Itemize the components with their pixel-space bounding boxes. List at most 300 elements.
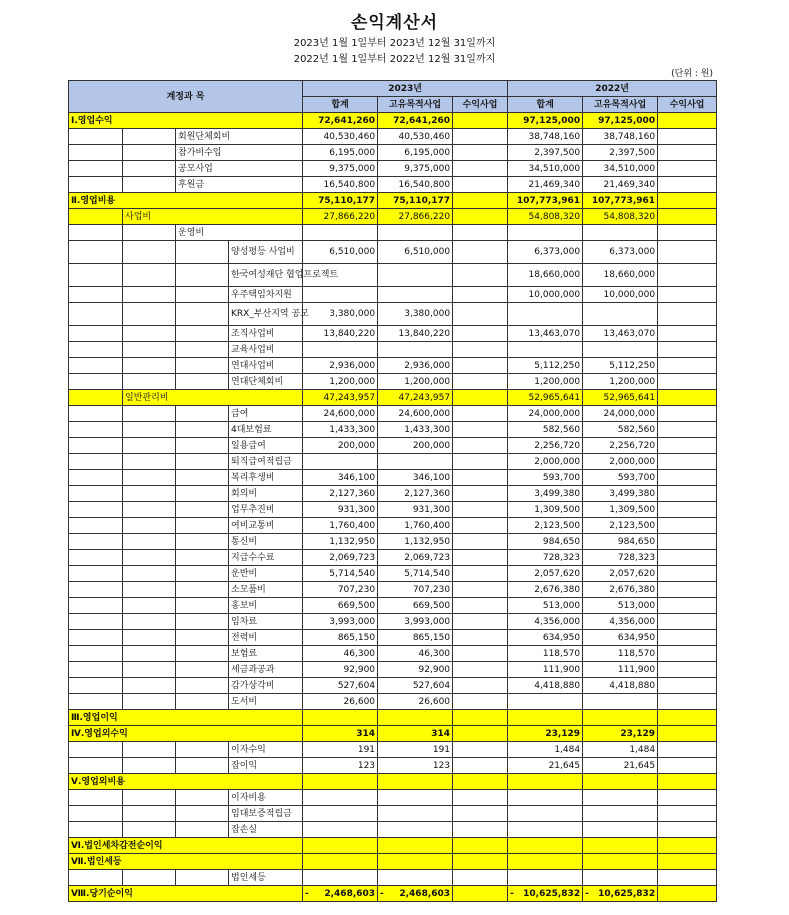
amount-cell: 865,150 xyxy=(378,630,453,646)
amount-cell xyxy=(658,374,717,390)
amount-cell: 40,530,460 xyxy=(303,129,378,145)
table-row xyxy=(69,358,717,374)
account-label: 공모사업 xyxy=(176,161,303,177)
amount-cell xyxy=(658,161,717,177)
ledger-body xyxy=(69,113,717,902)
account-label: 홍보비 xyxy=(229,598,303,614)
amount-cell xyxy=(583,303,658,326)
amount-cell xyxy=(658,209,717,225)
amount-cell xyxy=(453,287,508,303)
indent-cell xyxy=(123,177,176,193)
indent-cell xyxy=(176,582,229,598)
amount-cell: 18,660,000 xyxy=(508,264,583,287)
amount-cell: 21,645 xyxy=(508,758,583,774)
amount-cell xyxy=(453,113,508,129)
amount-cell xyxy=(453,502,508,518)
indent-cell xyxy=(176,438,229,454)
indent-cell xyxy=(123,598,176,614)
amount-cell xyxy=(508,806,583,822)
amount-cell: 1,484 xyxy=(508,742,583,758)
amount-cell: 2,127,360 xyxy=(303,486,378,502)
account-label: 퇴직급여적립금 xyxy=(229,454,303,470)
period-prior: 2022년 1월 1일부터 2022년 12월 31일까지 xyxy=(293,54,496,65)
amount-cell xyxy=(658,598,717,614)
table-row xyxy=(69,662,717,678)
amount-cell xyxy=(453,550,508,566)
account-label: Ⅱ.영업비용 xyxy=(69,193,303,209)
amount-cell: 346,100 xyxy=(378,470,453,486)
amount-cell xyxy=(303,822,378,838)
amount-cell xyxy=(658,534,717,550)
indent-cell xyxy=(176,662,229,678)
amount-cell: 6,373,000 xyxy=(583,241,658,264)
amount-cell: 931,300 xyxy=(378,502,453,518)
amount-cell xyxy=(303,854,378,870)
amount-cell: 513,000 xyxy=(583,598,658,614)
indent-cell xyxy=(69,502,123,518)
header-year-prior: 2022년 xyxy=(508,81,717,97)
indent-cell xyxy=(123,806,176,822)
amount-cell-negative xyxy=(303,886,378,902)
amount-cell xyxy=(303,790,378,806)
amount-cell xyxy=(658,193,717,209)
indent-cell xyxy=(176,241,229,264)
account-label: 참가비수입 xyxy=(176,145,303,161)
indent-cell xyxy=(69,406,123,422)
amount-cell: 72,641,260 xyxy=(303,113,378,129)
table-row xyxy=(69,287,717,303)
indent-cell xyxy=(123,534,176,550)
table-row xyxy=(69,241,717,264)
amount-cell xyxy=(508,854,583,870)
amount-cell: 2,000,000 xyxy=(583,454,658,470)
amount-cell: 3,993,000 xyxy=(303,614,378,630)
table-row xyxy=(69,854,717,870)
indent-cell xyxy=(69,287,123,303)
amount-cell xyxy=(453,806,508,822)
amount-cell xyxy=(658,726,717,742)
indent-cell xyxy=(176,678,229,694)
indent-cell xyxy=(123,129,176,145)
account-label: 사업비 xyxy=(123,209,303,225)
indent-cell xyxy=(69,454,123,470)
amount-cell xyxy=(303,225,378,241)
amount-cell xyxy=(303,710,378,726)
indent-cell xyxy=(123,326,176,342)
indent-cell xyxy=(123,790,176,806)
amount-cell: 2,127,360 xyxy=(378,486,453,502)
account-label: 소모품비 xyxy=(229,582,303,598)
amount-cell: 865,150 xyxy=(303,630,378,646)
amount-cell xyxy=(658,582,717,598)
indent-cell xyxy=(69,145,123,161)
account-label: 일반관리비 xyxy=(123,390,303,406)
table-row xyxy=(69,454,717,470)
amount-cell: 200,000 xyxy=(378,438,453,454)
table-row xyxy=(69,534,717,550)
amount-cell xyxy=(658,225,717,241)
amount-cell xyxy=(583,822,658,838)
account-label: 조직사업비 xyxy=(229,326,303,342)
amount-cell-negative xyxy=(508,886,583,902)
table-row xyxy=(69,225,717,241)
amount-cell: 9,375,000 xyxy=(378,161,453,177)
header-total-current: 합계 xyxy=(303,97,378,113)
amount-cell: 97,125,000 xyxy=(508,113,583,129)
indent-cell xyxy=(123,502,176,518)
amount-cell: 1,200,000 xyxy=(508,374,583,390)
table-row xyxy=(69,614,717,630)
amount-cell xyxy=(453,726,508,742)
amount-cell xyxy=(453,486,508,502)
amount-cell: 1,484 xyxy=(583,742,658,758)
account-label: 통신비 xyxy=(229,534,303,550)
amount-cell xyxy=(583,790,658,806)
indent-cell xyxy=(69,566,123,582)
table-row xyxy=(69,870,717,886)
amount-cell: 38,748,160 xyxy=(508,129,583,145)
indent-cell xyxy=(123,758,176,774)
amount-cell: 4,356,000 xyxy=(508,614,583,630)
amount-cell: 52,965,641 xyxy=(583,390,658,406)
indent-cell xyxy=(69,374,123,390)
amount-cell: 10,000,000 xyxy=(583,287,658,303)
amount-cell: 97,125,000 xyxy=(583,113,658,129)
amount-cell: 582,560 xyxy=(508,422,583,438)
amount-value: 10,625,832 xyxy=(523,888,581,899)
amount-cell: 4,418,880 xyxy=(508,678,583,694)
amount-cell: 10,000,000 xyxy=(508,287,583,303)
header-purpose-prior: 고유목적사업 xyxy=(583,97,658,113)
indent-cell xyxy=(69,177,123,193)
amount-cell: 3,380,000 xyxy=(378,303,453,326)
account-label: KRX_부산지역 공모 xyxy=(229,303,303,326)
amount-cell xyxy=(658,241,717,264)
indent-cell xyxy=(69,390,123,406)
amount-cell: 24,000,000 xyxy=(583,406,658,422)
amount-cell xyxy=(508,838,583,854)
amount-cell xyxy=(508,342,583,358)
amount-cell xyxy=(453,630,508,646)
amount-cell xyxy=(303,454,378,470)
account-label: 잡손실 xyxy=(229,822,303,838)
indent-cell xyxy=(123,241,176,264)
amount-cell xyxy=(583,694,658,710)
indent-cell xyxy=(69,518,123,534)
amount-cell: 1,132,950 xyxy=(378,534,453,550)
amount-cell xyxy=(453,193,508,209)
amount-cell xyxy=(453,518,508,534)
table-row xyxy=(69,774,717,790)
unit-label: (단위 : 원) xyxy=(671,69,713,79)
account-label: 후원금 xyxy=(176,177,303,193)
amount-cell xyxy=(658,113,717,129)
table-row xyxy=(69,470,717,486)
table-row xyxy=(69,710,717,726)
amount-cell: 18,660,000 xyxy=(583,264,658,287)
header-year-current: 2023년 xyxy=(303,81,508,97)
indent-cell xyxy=(176,566,229,582)
indent-cell xyxy=(123,694,176,710)
indent-cell xyxy=(123,303,176,326)
indent-cell xyxy=(123,287,176,303)
account-label: 연대사업비 xyxy=(229,358,303,374)
amount-cell: 13,463,070 xyxy=(583,326,658,342)
table-row xyxy=(69,806,717,822)
amount-cell: 72,641,260 xyxy=(378,113,453,129)
account-label: 복리후생비 xyxy=(229,470,303,486)
amount-cell: 593,700 xyxy=(583,470,658,486)
amount-cell: 5,714,540 xyxy=(378,566,453,582)
amount-value: 2,468,603 xyxy=(324,888,376,899)
amount-cell: 931,300 xyxy=(303,502,378,518)
indent-cell xyxy=(176,630,229,646)
table-row xyxy=(69,678,717,694)
amount-cell xyxy=(378,790,453,806)
amount-cell xyxy=(583,870,658,886)
account-label: Ⅵ.법인세차감전순이익 xyxy=(69,838,303,854)
amount-cell xyxy=(378,710,453,726)
table-row xyxy=(69,518,717,534)
indent-cell xyxy=(176,598,229,614)
amount-cell xyxy=(658,303,717,326)
amount-cell xyxy=(378,854,453,870)
amount-cell xyxy=(453,342,508,358)
amount-cell: 107,773,961 xyxy=(583,193,658,209)
amount-cell xyxy=(453,598,508,614)
indent-cell xyxy=(69,342,123,358)
amount-cell xyxy=(658,438,717,454)
amount-cell: 38,748,160 xyxy=(583,129,658,145)
amount-cell: 3,993,000 xyxy=(378,614,453,630)
amount-cell-negative xyxy=(583,886,658,902)
header-profit-current: 수익사업 xyxy=(453,97,508,113)
amount-cell: 111,900 xyxy=(508,662,583,678)
amount-cell xyxy=(303,870,378,886)
amount-cell: 2,936,000 xyxy=(378,358,453,374)
amount-cell xyxy=(658,774,717,790)
indent-cell xyxy=(176,422,229,438)
amount-cell xyxy=(453,838,508,854)
amount-cell: 75,110,177 xyxy=(303,193,378,209)
indent-cell xyxy=(176,470,229,486)
amount-cell xyxy=(658,129,717,145)
amount-cell: 21,469,340 xyxy=(508,177,583,193)
amount-cell xyxy=(658,790,717,806)
amount-cell: 728,323 xyxy=(508,550,583,566)
amount-cell: 4,418,880 xyxy=(583,678,658,694)
indent-cell xyxy=(69,822,123,838)
amount-cell: 75,110,177 xyxy=(378,193,453,209)
indent-cell xyxy=(69,550,123,566)
indent-cell xyxy=(69,129,123,145)
amount-cell xyxy=(453,742,508,758)
amount-cell xyxy=(658,342,717,358)
table-row xyxy=(69,502,717,518)
amount-cell xyxy=(583,854,658,870)
amount-cell: 1,200,000 xyxy=(583,374,658,390)
amount-cell: 24,600,000 xyxy=(303,406,378,422)
indent-cell xyxy=(69,806,123,822)
amount-cell xyxy=(508,870,583,886)
amount-cell: 27,866,220 xyxy=(303,209,378,225)
account-label: 잡이익 xyxy=(229,758,303,774)
table-row xyxy=(69,193,717,209)
indent-cell xyxy=(123,582,176,598)
amount-cell: 92,900 xyxy=(378,662,453,678)
amount-cell xyxy=(508,774,583,790)
amount-cell: 118,570 xyxy=(508,646,583,662)
account-label: 회원단체회비 xyxy=(176,129,303,145)
amount-cell: 593,700 xyxy=(508,470,583,486)
amount-cell: 634,950 xyxy=(583,630,658,646)
indent-cell xyxy=(176,326,229,342)
amount-cell xyxy=(453,225,508,241)
indent-cell xyxy=(69,534,123,550)
amount-cell: 6,510,000 xyxy=(303,241,378,264)
amount-cell: 46,300 xyxy=(378,646,453,662)
amount-cell xyxy=(658,566,717,582)
account-label: Ⅴ.영업외비용 xyxy=(69,774,303,790)
amount-cell: 984,650 xyxy=(583,534,658,550)
amount-cell: 346,100 xyxy=(303,470,378,486)
amount-cell: 1,760,400 xyxy=(303,518,378,534)
minus-sign: - xyxy=(585,888,589,899)
amount-cell: 23,129 xyxy=(508,726,583,742)
indent-cell xyxy=(69,470,123,486)
amount-cell xyxy=(453,326,508,342)
amount-cell xyxy=(658,870,717,886)
account-label: 세금과공과 xyxy=(229,662,303,678)
amount-cell: 2,676,380 xyxy=(508,582,583,598)
indent-cell xyxy=(176,534,229,550)
account-label: 운영비 xyxy=(176,225,303,241)
amount-cell xyxy=(508,694,583,710)
amount-cell: 728,323 xyxy=(583,550,658,566)
amount-cell xyxy=(453,710,508,726)
indent-cell xyxy=(176,486,229,502)
table-row xyxy=(69,630,717,646)
amount-cell: 707,230 xyxy=(303,582,378,598)
amount-cell xyxy=(453,303,508,326)
amount-cell: 123 xyxy=(303,758,378,774)
account-label: 회의비 xyxy=(229,486,303,502)
account-label: 보험료 xyxy=(229,646,303,662)
amount-cell xyxy=(658,390,717,406)
amount-cell: 6,195,000 xyxy=(378,145,453,161)
amount-cell xyxy=(453,582,508,598)
indent-cell xyxy=(176,406,229,422)
amount-cell: 2,123,500 xyxy=(583,518,658,534)
amount-cell: 16,540,800 xyxy=(303,177,378,193)
amount-cell: 314 xyxy=(303,726,378,742)
account-label: Ⅲ.영업이익 xyxy=(69,710,303,726)
amount-cell: 54,808,320 xyxy=(508,209,583,225)
indent-cell xyxy=(176,646,229,662)
amount-cell: 21,645 xyxy=(583,758,658,774)
amount-cell xyxy=(303,774,378,790)
amount-cell: 634,950 xyxy=(508,630,583,646)
account-label: 이자수익 xyxy=(229,742,303,758)
amount-cell: 26,600 xyxy=(378,694,453,710)
amount-cell xyxy=(658,694,717,710)
amount-cell xyxy=(658,326,717,342)
amount-cell xyxy=(378,287,453,303)
indent-cell xyxy=(123,454,176,470)
indent-cell xyxy=(123,406,176,422)
indent-cell xyxy=(69,758,123,774)
indent-cell xyxy=(123,646,176,662)
indent-cell xyxy=(69,486,123,502)
indent-cell xyxy=(176,790,229,806)
amount-cell: 5,112,250 xyxy=(583,358,658,374)
indent-cell xyxy=(69,790,123,806)
account-label: 우주택임차지원 xyxy=(229,287,303,303)
indent-cell xyxy=(123,470,176,486)
indent-cell xyxy=(69,161,123,177)
amount-cell: 1,309,500 xyxy=(508,502,583,518)
account-label: 법인세등 xyxy=(229,870,303,886)
amount-cell xyxy=(378,264,453,287)
amount-cell: 527,604 xyxy=(303,678,378,694)
amount-cell xyxy=(583,225,658,241)
amount-cell: 40,530,460 xyxy=(378,129,453,145)
amount-cell: 47,243,957 xyxy=(303,390,378,406)
amount-cell: 2,000,000 xyxy=(508,454,583,470)
amount-cell xyxy=(508,225,583,241)
amount-cell xyxy=(658,854,717,870)
amount-cell xyxy=(378,342,453,358)
indent-cell xyxy=(69,630,123,646)
amount-cell: 4,356,000 xyxy=(583,614,658,630)
amount-cell xyxy=(453,374,508,390)
indent-cell xyxy=(176,806,229,822)
amount-cell xyxy=(453,358,508,374)
amount-cell: 24,600,000 xyxy=(378,406,453,422)
indent-cell xyxy=(176,758,229,774)
amount-cell: 3,499,380 xyxy=(583,486,658,502)
minus-sign: - xyxy=(305,888,309,899)
amount-cell xyxy=(508,710,583,726)
indent-cell xyxy=(69,598,123,614)
amount-cell xyxy=(508,303,583,326)
amount-cell xyxy=(658,518,717,534)
amount-cell: 314 xyxy=(378,726,453,742)
table-row xyxy=(69,406,717,422)
amount-cell xyxy=(378,225,453,241)
amount-cell xyxy=(303,342,378,358)
amount-cell xyxy=(658,758,717,774)
indent-cell xyxy=(176,550,229,566)
amount-cell xyxy=(658,422,717,438)
amount-cell xyxy=(453,129,508,145)
indent-cell xyxy=(176,502,229,518)
account-label: 도서비 xyxy=(229,694,303,710)
amount-cell: 1,309,500 xyxy=(583,502,658,518)
amount-cell: 2,256,720 xyxy=(508,438,583,454)
amount-cell: 2,069,723 xyxy=(303,550,378,566)
indent-cell xyxy=(123,630,176,646)
amount-cell: 9,375,000 xyxy=(303,161,378,177)
amount-cell: 6,195,000 xyxy=(303,145,378,161)
account-label: 전력비 xyxy=(229,630,303,646)
indent-cell xyxy=(123,662,176,678)
table-row xyxy=(69,390,717,406)
indent-cell xyxy=(123,742,176,758)
amount-cell: 54,808,320 xyxy=(583,209,658,225)
account-label: Ⅶ.법인세등 xyxy=(69,854,303,870)
amount-cell: 13,840,220 xyxy=(378,326,453,342)
